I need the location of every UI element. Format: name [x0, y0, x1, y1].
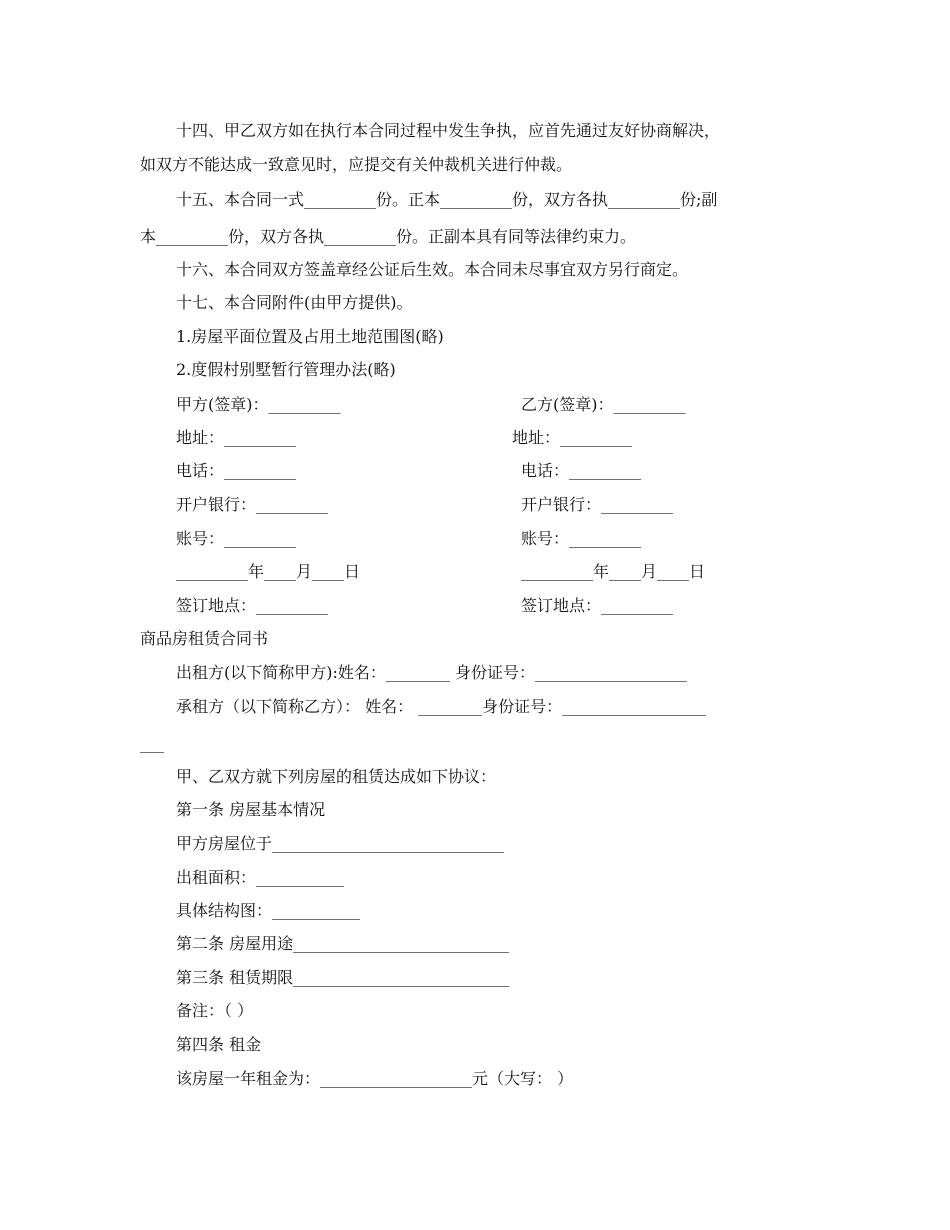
party-a-address: 地址：_________ [176, 428, 297, 447]
party-b-account: 账号：_________ [521, 529, 642, 548]
attachment-1: 1.房屋平面位置及占用土地范围图(略) [176, 327, 444, 346]
article-1-location: 甲方房屋位于_____________________________ [176, 834, 505, 853]
article-1-structure: 具体结构图：___________ [176, 901, 361, 920]
lease-title: 商品房租赁合同书 [140, 629, 269, 648]
lessee-line-2: ___ [140, 734, 164, 753]
article-1-title: 第一条 房屋基本情况 [176, 800, 326, 819]
article-3: 第三条 租赁期限___________________________ [176, 968, 510, 987]
party-b-address: 地址：_________ [512, 428, 633, 447]
clause-16: 十六、本合同双方签盖章经公证后生效。本合同未尽事宜双方另行商定。 [176, 260, 689, 279]
clause-17: 十七、本合同附件(由甲方提供)。 [176, 293, 413, 312]
lessee-line-1: 承租方（以下简称乙方）： 姓名： ________身份证号：__________________ [176, 697, 707, 716]
article-2: 第二条 房屋用途___________________________ [176, 934, 510, 953]
attachment-2: 2.度假村别墅暂行管理办法(略) [176, 360, 396, 379]
clause-14-line-2: 如双方不能达成一致意见时，应提交有关仲裁机关进行仲裁。 [140, 155, 573, 174]
party-b-date: _________年____月____日 [521, 562, 706, 581]
lessor-line: 出租方(以下简称甲方):姓名：________ 身份证号：___________________ [176, 663, 687, 682]
party-a-account: 账号：_________ [176, 529, 297, 548]
party-a-date: _________年____月____日 [176, 562, 361, 581]
party-b-signature: 乙方(签章)：_________ [521, 395, 686, 414]
clause-15-line-1: 十五、本合同一式_________份。正本_________份，双方各执_________份;副 [176, 190, 718, 209]
clause-14-line-1: 十四、甲乙双方如在执行本合同过程中发生争执，应首先通过友好协商解决， [176, 121, 721, 140]
lease-intro: 甲、乙双方就下列房屋的租赁达成如下协议： [176, 767, 497, 786]
party-b-place: 签订地点：_________ [521, 596, 674, 615]
party-a-bank: 开户银行：_________ [176, 495, 329, 514]
party-a-phone: 电话：_________ [176, 461, 297, 480]
article-1-area: 出租面积：___________ [176, 868, 345, 887]
party-b-bank: 开户银行：_________ [521, 495, 674, 514]
party-a-place: 签订地点：_________ [176, 596, 329, 615]
clause-15-line-2: 本_________份，双方各执_________份。正副本具有同等法律约束力。 [140, 227, 637, 246]
note: 备注：（ ） [176, 1001, 254, 1020]
party-a-signature: 甲方(签章)：_________ [176, 395, 341, 414]
article-4-rent: 该房屋一年租金为：___________________元（大写： ） [176, 1069, 574, 1088]
article-4-title: 第四条 租金 [176, 1035, 262, 1054]
party-b-phone: 电话：_________ [521, 461, 642, 480]
